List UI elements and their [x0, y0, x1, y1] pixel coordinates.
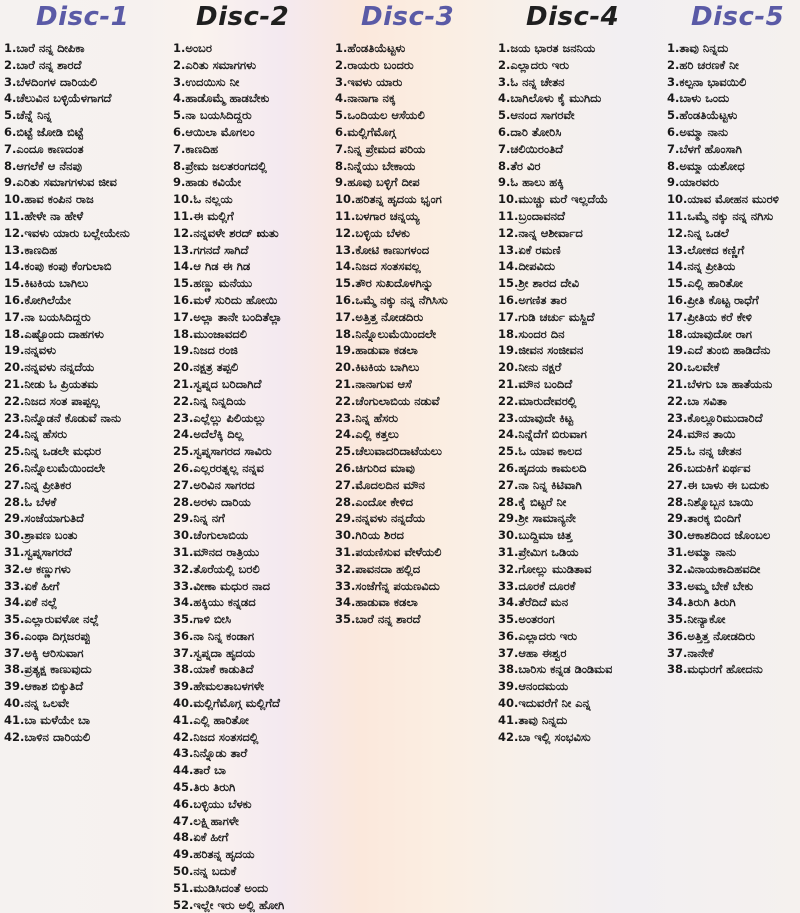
- disc-3-title: Disc-3: [361, 2, 455, 32]
- track-item: 4.ನಾನಾಗಾ ನಕ್ಕ: [335, 91, 396, 106]
- track-item: 30.ಶ್ರಾವಣ ಬಂತು: [4, 528, 78, 543]
- track-item: 42.ನಿಜದ ಸಂತಸದಲ್ಲಿ: [173, 729, 259, 744]
- track-item: 25.ಓ ಯಾವ ಕಾಲದ: [498, 444, 582, 459]
- track-item: 19.ಎದೆ ತುಂಬಿ ಹಾಡಿದೆನು: [667, 343, 771, 358]
- track-item: 9.ಹೂವು ಬಳ್ಳಿಗೆ ದೀಪ: [335, 175, 420, 190]
- track-item: 12.ನಾನ್ನ ಆಶೀರ್ವಾದ: [498, 225, 583, 240]
- track-item: 3.ಓ ನನ್ನ ಚೇತನ: [498, 74, 565, 89]
- track-item: 36.ಎಂಥಾ ದಿಗ್ಗಜರಪ್ಪು: [4, 628, 91, 643]
- track-item: 18.ಸುಂದರ ದಿನ: [498, 326, 565, 341]
- track-item: 21.ಸ್ವಪ್ನದ ಬರಿದಾಗಿದೆ: [173, 376, 262, 391]
- track-item: 19.ನಿಜದ ರಂಜಿ: [173, 343, 238, 358]
- track-item: 24.ನಿನ್ನೆದೆಗೆ ಬಿರುವಾಗ: [498, 427, 587, 442]
- track-item: 28.ಅರಳು ದಾರಿಯ: [173, 494, 251, 509]
- track-item: 43.ನಿನ್ನೊಡು ತಾರೆ: [173, 746, 248, 761]
- track-item: 51.ಮುಡಿಸಿದಂತೆ ಅಂದು: [173, 880, 269, 895]
- track-item: 34.ತಿರುಗಿ ತಿರುಗಿ: [667, 595, 736, 610]
- track-item: 23.ನಿನ್ನ ಹೆಸರು: [335, 410, 398, 425]
- track-item: 8.ಪ್ರೇಮ ಜಲತರಂಗದಲ್ಲಿ: [173, 158, 267, 173]
- track-item: 12.ಇವಳು ಯಾರು ಬಲ್ಲೇಯೇನು: [4, 225, 130, 240]
- track-item: 23.ಎಲ್ಲೆಲ್ಲು ಪಿಲಿಯಲ್ಲು: [173, 410, 267, 425]
- track-item: 19.ನನ್ನವಳು: [4, 343, 56, 358]
- track-item: 6.ಬಿಟ್ಟೆ ಜೋಡಿ ಬಿಟ್ಟೆ: [4, 124, 84, 139]
- track-item: 13.ಲೋಕದ ಕಣ್ಣಿಗೆ: [667, 242, 745, 257]
- disc-2-track-list: [173, 40, 284, 913]
- disc-4-column: [498, 0, 662, 870]
- track-item: 34.ಹಕ್ಕಿಯು ಕನ್ನಡದ: [173, 595, 256, 610]
- track-item: 4.ಹಾಡೊಮ್ಮೆ ಹಾಡಬೇಕು: [173, 91, 270, 106]
- track-item: 40.ಇದುವರೆಗೆ ನೀ ಎನ್ನ: [498, 696, 591, 711]
- track-item: 31.ಸ್ವಪ್ನಸಾಗರದೆ: [4, 544, 72, 559]
- track-item: 31.ಪಯಣಿಸುವ ವೇಳೆಯಲಿ: [335, 544, 442, 559]
- track-item: 7.ಚಲಿಯಿರಂತಿದೆ: [498, 141, 564, 156]
- track-item: 32.ಆ ಕಣ್ಣುಗಳು: [4, 561, 71, 576]
- track-item: 19.ಜೀವನ ಸಂಜೀವನ: [498, 343, 584, 358]
- track-item: 6.ಆಯಿಲಾ ಮೊಗಲಂ: [173, 124, 255, 139]
- track-item: 38.ಬಾರಿಸು ಕನ್ನಡ ಡಿಂಡಿಮವ: [498, 662, 613, 677]
- track-item: 39.ಆನಂದಮಯ: [498, 679, 569, 694]
- track-item: 35.ಬಾರೆ ನನ್ನ ಶಾರದೆ: [335, 612, 421, 627]
- track-item: 40.ಮಲ್ಲಿಗೆಮೊಗ್ಗ ಮಲ್ಲಿಗೆದೆ: [173, 696, 280, 711]
- track-item: 14.ಆ ಗಿಡ ಈ ಗಿಡ: [173, 259, 251, 274]
- track-item: 32.ಪಾವನದಾ ಹಲ್ಲಿದ: [335, 561, 421, 576]
- track-item: 7.ನಿನ್ನ ಪ್ರೇಮದ ಪರಿಯ: [335, 141, 426, 156]
- track-item: 28.ನಿಶ್ಮೊಬ್ಬನ ಬಾಯಿ: [667, 494, 754, 509]
- track-item: 11.ಒಮ್ಮೆ ನಕ್ಕು ನನ್ನ ನಗಿಸು: [667, 208, 774, 223]
- track-item: 10.ಹರಿತನ್ನ ಹೃದಯ ಭೃಂಗ: [335, 192, 442, 207]
- track-item: 37.ಅಕ್ಕಿ ಆರಿಸುವಾಗ: [4, 645, 84, 660]
- track-item: 3.ಉದಯಿಸು ನೀ: [173, 74, 240, 89]
- track-item: 15.ಹಣ್ಣು ಮನೆಯು: [173, 276, 253, 291]
- track-item: 15.ಎಲ್ಲಿ ಹಾರಿತೋ: [667, 276, 743, 291]
- track-item: 23.ಯಾವುದೇ ಕಿಟ್ಟ: [498, 410, 574, 425]
- track-item: 5.ಒಂದಿಯಲ ಆಸೆಯಲಿ: [335, 108, 425, 123]
- track-item: 11.ಬ್ರಂದಾವನದೆ: [498, 208, 565, 223]
- track-item: 16.ಮಳೆ ಸುರಿದು ಹೋಯಿ: [173, 292, 278, 307]
- track-item: 1.ಜಯ ಭಾರತ ಜನನಿಯ: [498, 41, 596, 55]
- track-item: 1.ಅಂಬರ: [173, 41, 212, 55]
- track-item: 19.ಹಾಡುವಾ ಕಡಲಾ: [335, 343, 418, 358]
- track-item: 33.ವೀಣಾ ಮಧುರ ನಾದ: [173, 578, 271, 593]
- disc-4-track-list: [498, 40, 612, 745]
- track-item: 7.ಬೆಳಗೆ ಹೊಂಸಾಗಿ: [667, 141, 742, 156]
- track-item: 27.ನಾ ನಿನ್ನ ಕಿಟಿವಾಗಿ: [498, 477, 582, 492]
- track-item: 33.ಸಂಜೆಗೆನ್ನ ಪಯಣವಿದು: [335, 578, 440, 593]
- track-item: 8.ಆಗಲೆಕೆ ಆ ನೆನಪು: [4, 158, 82, 173]
- track-item: 15.ತೌರ ಸುಖದೊಳಗಿನ್ನು: [335, 276, 434, 291]
- disc-1-column: [4, 0, 164, 870]
- track-item: 39.ಆಕಾಶ ಬಿಕ್ಕುತಿದೆ: [4, 679, 84, 694]
- track-item: 35.ಅಂತರಂಗ: [498, 612, 555, 627]
- track-item: 20.ನಕ್ಷತ್ರ ತಪ್ಪಲಿ: [173, 360, 239, 375]
- track-item: 8.ಅಮ್ಮಾ ಯಶೋಧ: [667, 158, 745, 173]
- track-item: 45.ತಿರು ತಿರುಗಿ: [173, 780, 236, 795]
- track-item: 27.ಈ ಬಾಳು ಈ ಬದುಕು: [667, 477, 769, 492]
- track-item: 32.ಗೋಲ್ಲು ಮುಡಿತಾವ: [498, 561, 592, 576]
- track-item: 44.ತಾರೆ ಬಾ: [173, 763, 226, 778]
- track-item: 49.ಹರಿತನ್ನ ಹೃದಯ: [173, 847, 255, 862]
- track-item: 2.ಹರಿ ಚರಣಕೆ ನೀ: [667, 57, 739, 72]
- disc-4-title: Disc-4: [526, 2, 620, 32]
- track-item: 13.ಏಕೆ ರಮಣಿ: [498, 242, 561, 257]
- track-item: 29.ನಿನ್ನ ನಗೆ: [173, 511, 225, 526]
- track-item: 22.ಚೆಂಗುಲಾಬಿಯ ನಡುವೆ: [335, 393, 440, 408]
- track-item: 2.ಬಾರೆ ನನ್ನ ಶಾರದೆ: [4, 57, 82, 72]
- track-item: 23.ನಿನ್ನೊಡನೆ ಕೊಡುವೆ ನಾನು: [4, 410, 121, 425]
- track-item: 42.ಬಾ ಇಲ್ಲಿ ಸಂಭವಿಸು: [498, 729, 591, 744]
- track-item: 2.ರಾಯರು ಬಂದರು: [335, 57, 414, 72]
- track-item: 24.ಮೌನ ತಾಯಿ: [667, 427, 736, 442]
- track-item: 25.ಓ ನನ್ನ ಚೇತನ: [667, 444, 742, 459]
- track-item: 8.ನಿನ್ನೆಯು ಬೇಕಾಯ: [335, 158, 416, 173]
- track-item: 4.ಬಾಗಿಲೊಳು ಕೈ ಮುಗಿದು: [498, 91, 602, 106]
- track-item: 5.ನಾ ಬಯಸಿದಿದ್ದರು: [173, 108, 252, 123]
- track-item: 28.ಕೈ ಬಿಟ್ಟರೆ ನೀ: [498, 494, 567, 509]
- track-item: 38.ಮಧುರಗೆ ಹೋದನು: [667, 662, 763, 677]
- track-item: 33.ಏಕೆ ಹೀಗೆ: [4, 578, 60, 593]
- track-item: 11.ಬಳಗಾರ ಚನ್ನಯ್ಯ: [335, 208, 420, 223]
- track-item: 13.ಗಗನದೆ ಸಾಗಿದೆ: [173, 242, 249, 257]
- track-item: 18.ಎಷ್ಟೊಂದು ದಾಹಗಳು: [4, 326, 104, 341]
- track-item: 37.ಆಹಾ ಈಶ್ವರ: [498, 645, 567, 660]
- track-item: 18.ಯಾವುದೋ ರಾಗ: [667, 326, 753, 341]
- disc-5-title: Disc-5: [691, 2, 785, 32]
- track-item: 47.ಲಕ್ಷ್ಮಿಹಾಗಳೇ: [173, 813, 239, 828]
- track-item: 15.ಕಿಟಕಿಯ ಬಾಗಿಲು: [4, 276, 89, 291]
- track-item: 22.ನಿಜದ ಸಂತ ಪಾಪ್ಪಲ್ಲ: [4, 393, 100, 408]
- track-item: 36.ಅತ್ತಿತ್ತ ನೋಡದಿರು: [667, 628, 756, 643]
- track-item: 31.ಮೌನದ ರಾತ್ರಿಯು: [173, 544, 260, 559]
- track-item: 26.ಚಿಗುರಿದ ಮಾವು: [335, 460, 415, 475]
- track-item: 31.ಪ್ರೇಮಿಗ ಒಡಿಯ: [498, 544, 579, 559]
- track-item: 6.ದಾರಿ ತೋರಿಸಿ: [498, 124, 562, 139]
- track-item: 16.ಪ್ರೀತಿ ಕೊಟ್ಟ ರಾಧೆಗೆ: [667, 292, 759, 307]
- track-item: 26.ಹೃದಯ ಕಾಮಲದಿ: [498, 460, 587, 475]
- track-item: 37.ಸ್ವಪ್ನದಾ ಹೃದಯ: [173, 645, 256, 660]
- track-item: 35.ಎಲ್ಲಾರುವಳೋ ನಲ್ಲೆ: [4, 612, 99, 627]
- disc-3-track-list: [335, 40, 448, 628]
- track-item: 3.ಬೆಳದಿಂಗಳ ದಾರಿಯಲಿ: [4, 74, 98, 89]
- track-item: 2.ಎರಿತು ಸಮಾಗಗಳು: [173, 57, 257, 72]
- track-item: 33.ದೂರಕೆ ದೂರಕೆ: [498, 578, 576, 593]
- track-item: 20.ಕಿಟಕಿಯ ಬಾಗಿಲು: [335, 360, 420, 375]
- track-item: 39.ಹೇಮಲತಾಬಳಗಳೇ: [173, 679, 264, 694]
- track-item: 29.ತಾರಕ್ಕ ಬಿಂದಿಗೆ: [667, 511, 741, 526]
- track-item: 24.ಎಲ್ಲಿ ಕತ್ತಲು: [335, 427, 399, 442]
- track-item: 30.ಚೆಂಗುಲಾಬಿಯ: [173, 528, 249, 543]
- track-item: 20.ಒಲವೇಕೆ: [667, 360, 720, 375]
- track-item: 17.ಪ್ರೀತಿಯ ಕರೆ ಕೇಳಿ: [667, 309, 752, 324]
- track-item: 14.ಕಂಪು ಕಂಪು ಕೆಂಗುಲಾಬಿ: [4, 259, 112, 274]
- track-item: 22.ಬಾ ಸವಿತಾ: [667, 393, 727, 408]
- track-item: 27.ನಿನ್ನ ಪ್ರೀತಿಕರ: [4, 477, 72, 492]
- track-item: 38.ಪ್ರತ್ಯಕ್ಷ ಕಾಣುವುದು: [4, 662, 92, 677]
- track-item: 14.ದೀಪವಿದು: [498, 259, 555, 274]
- track-item: 50.ನನ್ನ ಬದುಕೆ: [173, 864, 237, 879]
- track-item: 30.ಗಿರಿಯ ಶಿರದ: [335, 528, 404, 543]
- track-item: 8.ತೆರ ವಿರ: [498, 158, 541, 173]
- track-item: 28.ಎಂದೋ ಕೇಳಿದ: [335, 494, 414, 509]
- track-item: 32.ತೊರೆಯಲ್ಲಿ ಬರಲಿ: [173, 561, 260, 576]
- track-item: 21.ನೀಡು ಓ ಪ್ರಿಯತಮ: [4, 376, 99, 391]
- track-item: 41.ಬಾ ಮಳೆಯೇ ಬಾ: [4, 712, 90, 727]
- track-item: 3.ಕಲ್ಪನಾ ಭಾವಯಿಲಿ: [667, 74, 747, 89]
- disc-3-column: [335, 0, 495, 870]
- track-item: 36.ಎಲ್ಲಾದರು ಇರು: [498, 628, 578, 643]
- track-item: 2.ಎಲ್ಲಾದರು ಇರು: [498, 57, 570, 72]
- track-item: 17.ಅಲ್ಲಾ ತಾನೇ ಬಂದಿತೆಲ್ಲಾ: [173, 309, 282, 324]
- track-item: 20.ನನ್ನವಳು ನನ್ನದೆಯ: [4, 360, 95, 375]
- track-item: 4.ಬಾಳು ಒಂದು: [667, 91, 730, 106]
- track-item: 16.ಅಗಣಿತ ತಾರ: [498, 292, 567, 307]
- track-item: 24.ಅದೆಲೆಕ್ಕಿ ದಿಲ್ಲ: [173, 427, 244, 442]
- track-item: 16.ಒಮ್ಮೆ ನಕ್ಕು ನನ್ನ ನೆಗಿಸಿಸು: [335, 292, 448, 307]
- track-item: 5.ಹೆಂಡತಿಯೆಟ್ಟಳು: [667, 108, 738, 123]
- track-item: 48.ಏಕೆ ಹೀಗೆ: [173, 830, 229, 845]
- track-item: 22.ಮಾರುದೇವರಲ್ಲಿ: [498, 393, 577, 408]
- track-item: 13.ಕೋಟಿ ಕಾಣುಗಳಂದ: [335, 242, 430, 257]
- track-item: 11.ಈ ಮಲ್ಲಿಗೆ: [173, 208, 234, 223]
- track-item: 22.ನಿನ್ನ ನಿನ್ನದಿಯ: [173, 393, 246, 408]
- track-item: 29.ನನ್ನವಳು ನನ್ನದೆಯ: [335, 511, 426, 526]
- track-item: 42.ಬಾಳಿನ ದಾರಿಯಲಿ: [4, 729, 91, 744]
- track-item: 10.ಓ ನಲ್ಲಯ: [173, 192, 233, 207]
- disc-5-column: [667, 0, 800, 870]
- track-item: 23.ಕೊಲ್ಲೂರಿಮುದಾರಿದೆ: [667, 410, 763, 425]
- track-item: 15.ಶ್ರೀ ಶಾರದ ದೇವಿ: [498, 276, 579, 291]
- track-item: 28.ಓ ಬೆಳಕೆ: [4, 494, 57, 509]
- track-item: 38.ಯಾಕೆ ಕಾಡುತಿದೆ: [173, 662, 254, 677]
- track-item: 35.ನೀನ್ಯಾಕೋ: [667, 612, 726, 627]
- track-item: 36.ನಾ ನಿನ್ನ ಕಂಡಾಗ: [173, 628, 255, 643]
- track-item: 5.ಆನಂದ ಸಾಗರವೇ: [498, 108, 575, 123]
- track-item: 1.ತಾವು ನಿನ್ನದು: [667, 41, 729, 55]
- track-item: 3.ಇವಳು ಯಾರು: [335, 74, 403, 89]
- track-item: 11.ಹೇಳೇ ನಾ ಹೇಳೆ: [4, 208, 84, 223]
- track-item: 10.ಮುಚ್ಚು ಮರೆ ಇಲ್ಲದೆಯೆ: [498, 192, 609, 207]
- track-item: 12.ಬಳ್ಳಿಯ ಬೆಳಕು: [335, 225, 410, 240]
- track-item: 27.ಮೊದಲದಿನ ಮೌನ: [335, 477, 425, 492]
- track-item: 10.ಹಾವ ಕಂಪಿನ ರಾಜ: [4, 192, 94, 207]
- track-item: 34.ಹಾಡುವಾ ಕಡಲಾ: [335, 595, 418, 610]
- track-item: 21.ನಾನಾಗುವ ಆಸೆ: [335, 376, 412, 391]
- track-item: 20.ನೀನು ನಕ್ಷರೆ: [498, 360, 562, 375]
- track-item: 26.ನಿನ್ನೊಲುಮೆಯಿಂದಲೇ: [4, 460, 106, 475]
- track-item: 17.ಗುಡಿ ಚರ್ಚು ಮಸ್ಜಿದೆ: [498, 309, 595, 324]
- track-item: 9.ಎರಿತು ಸಮಾಗಗಳುವ ಜೀವ: [4, 175, 117, 190]
- track-item: 21.ಬೆಳಗು ಬಾ ಹಾತೆಯನು: [667, 376, 773, 391]
- track-item: 27.ಅರಿವಿನ ಸಾಗರದ: [173, 477, 255, 492]
- track-item: 32.ವಿನಾಯಕಾದಿಹವದೀ: [667, 561, 761, 576]
- track-item: 25.ಸ್ವಪ್ನಸಾಗರದ ಸಾವಿರು: [173, 444, 272, 459]
- disc-1-title: Disc-1: [36, 2, 130, 32]
- track-item: 40.ನನ್ನ ಒಲವೇ: [4, 696, 70, 711]
- track-item: 18.ಮುಂಜಾವದಲಿ: [173, 326, 247, 341]
- disc-1-track-list: [4, 40, 130, 745]
- track-item: 12.ನಿನ್ನ ಒಡಲೆ: [667, 225, 729, 240]
- track-item: 37.ನಾನೇಕೆ: [667, 645, 714, 660]
- track-item: 34.ತೆರೆದಿದೆ ಮನ: [498, 595, 569, 610]
- track-item: 10.ಯಾವ ಮೋಹನ ಮುರಳಿ: [667, 192, 779, 207]
- track-item: 14.ನನ್ನ ಪ್ರೀತಿಯ: [667, 259, 736, 274]
- track-item: 33.ಅಮ್ಮ ಬೇಕೆ ಬೇಕು: [667, 578, 754, 593]
- track-item: 6.ಮಲ್ಲಿಗೆಮೊಗ್ಗ: [335, 124, 396, 139]
- track-item: 4.ಚೆಲುವಿನ ಬಳ್ಳಿಯೆಳಗಾಗದೆ: [4, 91, 112, 106]
- track-item: 30.ಬುದ್ದಿಮಾ ಚಿತ್ತ: [498, 528, 573, 543]
- track-item: 29.ಶ್ರೀ ಸಾಮಾನ್ಯನೇ: [498, 511, 576, 526]
- disc-5-track-list: [667, 40, 779, 678]
- track-item: 41.ಎಲ್ಲಿ ಹಾರಿತೋ: [173, 712, 249, 727]
- track-item: 6.ಅಮ್ಮಾ ನಾನು: [667, 124, 729, 139]
- disc-2-title: Disc-2: [196, 2, 290, 32]
- track-item: 5.ಚೆನ್ನೆ ನಿನ್ನ: [4, 108, 52, 123]
- track-item: 25.ಚೆಲುವಾದರಿದಾಟೆಯಲು: [335, 444, 442, 459]
- track-item: 21.ಮೌನ ಬಂದಿದೆ: [498, 376, 573, 391]
- track-item: 35.ಗಾಳಿ ಬೀಸಿ: [173, 612, 232, 627]
- track-item: 46.ಬಳ್ಳಿಯು ಬೆಳಕು: [173, 796, 252, 811]
- track-item: 9.ಯಾರವರು: [667, 175, 719, 190]
- track-item: 1.ಹೆಂಡತಿಯೆಟ್ಟಳು: [335, 41, 406, 55]
- track-item: 31.ಅಮ್ಮಾ ನಾನು: [667, 544, 737, 559]
- track-item: 16.ಕೋಗಿಲೆಯೇ: [4, 292, 71, 307]
- track-item: 9.ಹಾಡು ಕವಿಯೇ: [173, 175, 242, 190]
- track-item: 13.ಕಾಣದಿಹ: [4, 242, 58, 257]
- track-item: 17.ನಾ ಬಯಸಿದಿದ್ದರು: [4, 309, 91, 324]
- track-item: 29.ಸಂಜೆಯಾಗುತಿದೆ: [4, 511, 84, 526]
- disc-2-column: [173, 0, 331, 912]
- track-item: 7.ಎಂದೂ ಕಾಣದಂತ: [4, 141, 84, 156]
- track-item: 1.ಬಾರೆ ನನ್ನ ದೀಪಿಕಾ: [4, 41, 85, 55]
- track-item: 24.ನಿನ್ನ ಹೆಸರು: [4, 427, 67, 442]
- track-item: 17.ಅತ್ತಿತ್ತ ನೋಡದಿರು: [335, 309, 424, 324]
- track-item: 25.ನಿನ್ನ ಒಡಲೇ ಮಧುರ: [4, 444, 102, 459]
- track-item: 12.ನನ್ನವಳೇ ಶರದ್ ಋತು: [173, 225, 279, 240]
- track-item: 18.ನಿನ್ನೊಲುಮೆಯಿಂದಲೇ: [335, 326, 437, 341]
- track-item: 9.ಓ ಹಾಲು ಹಕ್ಕಿ: [498, 175, 564, 190]
- track-item: 14.ನಿಜದ ಸಂತಸವಲ್ಲ: [335, 259, 421, 274]
- track-item: 30.ಆಕಾಶದಿಂದ ಜೊಂಬಲ: [667, 528, 771, 543]
- track-item: 26.ಎಲ್ಲರರತ್ನಲ್ಲ ನನ್ನವ: [173, 460, 264, 475]
- track-item: 41.ತಾವು ನಿನ್ನದು: [498, 712, 568, 727]
- track-item: 7.ಕಾಣದಿಹ: [173, 141, 219, 156]
- track-item: 52.ಇಲ್ಲೇ ಇರು ಅಲ್ಲಿ ಹೋಗಿ: [173, 897, 285, 912]
- track-item: 34.ಏಕೆ ನಲ್ಲೆ: [4, 595, 58, 610]
- track-item: 26.ಬದುಕಿಗೆ ಏರ್ಥವ: [667, 460, 751, 475]
